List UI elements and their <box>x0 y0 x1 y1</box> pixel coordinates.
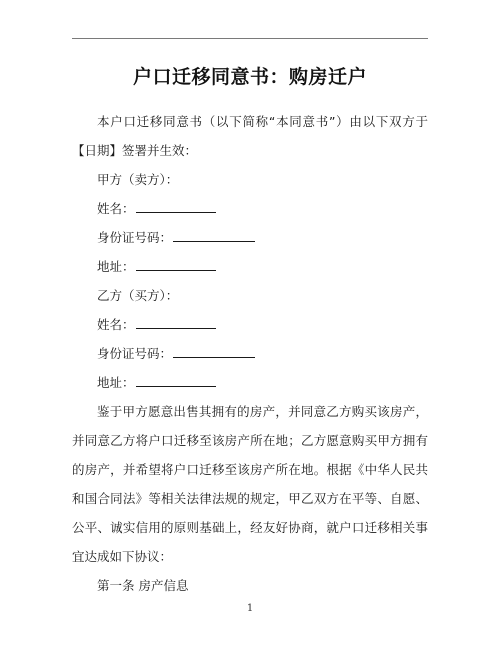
party-a-id-blank <box>173 229 255 243</box>
document-body <box>72 107 428 600</box>
party-b-name-label: 姓名： <box>97 317 135 332</box>
party-b-id-field <box>72 339 428 368</box>
party-b-id-label: 身份证号码： <box>97 346 173 361</box>
party-a-heading: 甲方（卖方）： <box>97 172 179 187</box>
article-1-heading: 第一条 房产信息 <box>97 578 189 593</box>
intro-paragraph: 本户口迁移同意书（以下简称“本同意书”）由以下双方于【日期】签署并生效： <box>72 114 428 158</box>
party-b-id-blank <box>173 345 255 359</box>
party-b-name-field <box>72 310 428 339</box>
party-b-address-label: 地址： <box>97 375 135 390</box>
party-a-name-field <box>72 194 428 223</box>
agreement-paragraph: 鉴于甲方愿意出售其拥有的房产，并同意乙方购买该房产，并同意乙方将户口迁移至该房产所在地；乙方愿意购买甲方拥有的房产，并希望将户口迁移至该房产所在地。根据《中华人民共和国合同法》等相关法律法规的规定，甲乙双方在平等、自愿、公平、诚实信用的原则基础上，经友好协商，就户口迁移相关事宜达成如下协议： <box>72 404 428 564</box>
party-b-address-blank <box>136 374 216 388</box>
party-a-address-blank <box>136 258 216 272</box>
document-title: 户口迁移同意书：购房迁户 <box>132 66 367 88</box>
party-a-address-field <box>72 252 428 281</box>
party-a-address-label: 地址： <box>97 259 135 274</box>
party-b-name-blank <box>136 316 216 330</box>
party-a-id-label: 身份证号码： <box>97 230 173 245</box>
party-a-name-label: 姓名： <box>97 201 135 216</box>
party-a-name-blank <box>136 200 216 214</box>
header-rule <box>72 38 428 39</box>
party-b-heading: 乙方（买方）： <box>97 288 179 303</box>
party-b-address-field <box>72 368 428 397</box>
party-a-id-field <box>72 223 428 252</box>
page-number: 1 <box>246 603 254 614</box>
